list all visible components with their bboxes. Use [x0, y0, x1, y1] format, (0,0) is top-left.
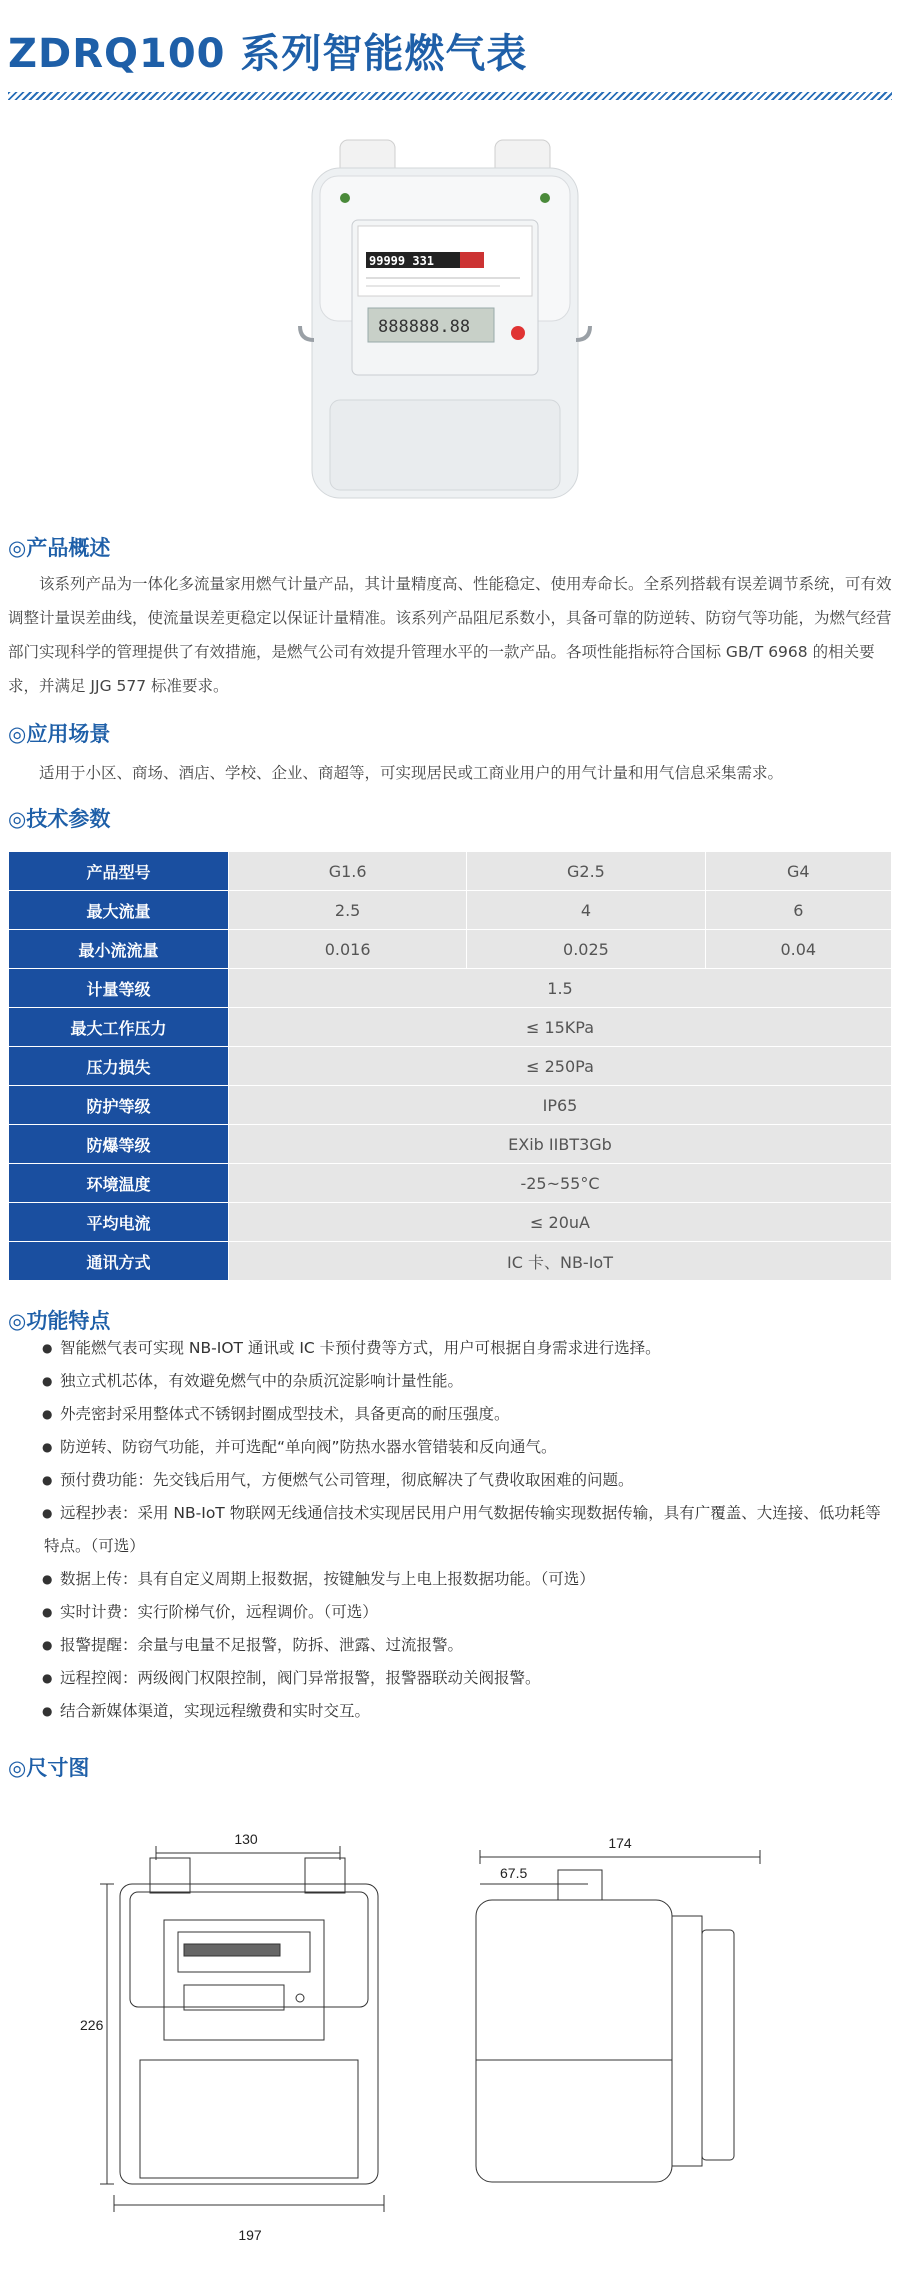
spec-value: 6 — [705, 891, 891, 930]
dim-bottom-width: 197 — [238, 2227, 262, 2243]
spec-value: G2.5 — [467, 852, 705, 891]
meter-lcd: 888888.88 — [378, 317, 471, 337]
title-divider — [8, 92, 892, 100]
spec-value: 0.025 — [467, 930, 705, 969]
feature-item — [8, 1596, 892, 1629]
overview-text: 该系列产品为一体化多流量家用燃气计量产品，其计量精度高、性能稳定、使用寿命长。全系列搭载有误差调节系统，可有效调整计量误差曲线，使流量误差更稳定以保证计量精准。该系列产品阻尼系数小，具备可靠的防逆转、防窃气等功能，为燃气经营部门实现科学的管理提供了有效措施，是燃气公司有效提升管理水平的一款产品。各项性能指标符合国标 GB/T 6968 的相关要求，并满足 JJG 577 标准要求。 — [8, 575, 892, 695]
gas-meter-image — [290, 140, 600, 505]
feature-text: 预付费功能：先交钱后用气，方便燃气公司管理，彻底解决了气费收取困难的问题。 — [60, 1471, 634, 1489]
feature-text: 结合新媒体渠道，实现远程缴费和实时交互。 — [60, 1702, 371, 1720]
spec-label: 最大流量 — [9, 891, 229, 930]
spec-value: G4 — [705, 852, 891, 891]
dim-side-width: 174 — [608, 1835, 632, 1851]
feature-text: 数据上传：具有自定义周期上报数据，按键触发与上电上报数据功能。（可选） — [60, 1570, 595, 1588]
feature-list — [8, 1332, 892, 1728]
spec-value: 0.016 — [229, 930, 467, 969]
spec-row — [9, 1164, 892, 1203]
dim-top-width: 130 — [234, 1831, 258, 1847]
dim-side-offset: 67.5 — [500, 1865, 528, 1881]
feature-text: 外壳密封采用整体式不锈钢封圈成型技术，具备更高的耐压强度。 — [60, 1405, 510, 1423]
feature-text: 远程控阀：两级阀门权限控制，阀门异常报警，报警器联动关阀报警。 — [60, 1669, 541, 1687]
feature-text: 智能燃气表可实现 NB-IOT 通讯或 IC 卡预付费等方式，用户可根据自身需求进行选择。 — [60, 1339, 661, 1357]
feature-item — [8, 1398, 892, 1431]
feature-item — [8, 1629, 892, 1662]
feature-item — [8, 1563, 892, 1596]
spec-value: 1.5 — [229, 969, 892, 1008]
feature-item — [8, 1332, 892, 1365]
spec-table — [8, 851, 892, 1281]
spec-label: 平均电流 — [9, 1203, 229, 1242]
spec-label: 最小流流量 — [9, 930, 229, 969]
spec-row — [9, 1086, 892, 1125]
spec-row — [9, 1047, 892, 1086]
spec-row — [9, 1125, 892, 1164]
spec-label: 防爆等级 — [9, 1125, 229, 1164]
spec-row — [9, 1242, 892, 1281]
spec-value: ≤ 20uA — [229, 1203, 892, 1242]
features-heading: ◎功能特点 — [8, 1309, 111, 1333]
feature-text: 报警提醒：余量与电量不足报警，防拆、泄露、过流报警。 — [60, 1636, 464, 1654]
feature-item — [8, 1497, 892, 1563]
spec-label: 计量等级 — [9, 969, 229, 1008]
feature-item — [8, 1431, 892, 1464]
feature-item — [8, 1365, 892, 1398]
spec-label: 压力损失 — [9, 1047, 229, 1086]
spec-value: IC 卡、NB-IoT — [229, 1242, 892, 1281]
feature-item — [8, 1695, 892, 1728]
specs-heading: ◎技术参数 — [8, 807, 111, 831]
feature-text: 独立式机芯体，有效避免燃气中的杂质沉淀影响计量性能。 — [60, 1372, 464, 1390]
spec-label: 通讯方式 — [9, 1242, 229, 1281]
dimension-drawing — [80, 1820, 880, 2260]
spec-value: -25~55°C — [229, 1164, 892, 1203]
spec-value: 2.5 — [229, 891, 467, 930]
spec-value: ≤ 15KPa — [229, 1008, 892, 1047]
dim-height: 226 — [80, 2017, 104, 2033]
feature-item — [8, 1464, 892, 1497]
feature-text: 远程抄表：采用 NB-IoT 物联网无线通信技术实现居民用户用气数据传输实现数据传输，具有广覆盖、大连接、低功耗等特点。（可选） — [44, 1504, 881, 1555]
overview-heading: ◎产品概述 — [8, 536, 111, 560]
spec-row — [9, 969, 892, 1008]
spec-value: 4 — [467, 891, 705, 930]
spec-row — [9, 852, 892, 891]
spec-value: 0.04 — [705, 930, 891, 969]
feature-item — [8, 1662, 892, 1695]
spec-value: ≤ 250Pa — [229, 1047, 892, 1086]
spec-label: 环境温度 — [9, 1164, 229, 1203]
spec-label: 最大工作压力 — [9, 1008, 229, 1047]
application-text: 适用于小区、商场、酒店、学校、企业、商超等，可实现居民或工商业用户的用气计量和用气信息采集需求。 — [39, 764, 784, 782]
spec-row — [9, 930, 892, 969]
page-title: ZDRQ100 系列智能燃气表 — [8, 31, 528, 77]
spec-row — [9, 1008, 892, 1047]
application-heading: ◎应用场景 — [8, 722, 111, 746]
dimensions-heading: ◎尺寸图 — [8, 1756, 90, 1780]
feature-text: 实时计费：实行阶梯气价，远程调价。（可选） — [60, 1603, 378, 1621]
spec-label: 产品型号 — [9, 852, 229, 891]
spec-row — [9, 891, 892, 930]
spec-value: IP65 — [229, 1086, 892, 1125]
spec-value: G1.6 — [229, 852, 467, 891]
spec-row — [9, 1203, 892, 1242]
feature-text: 防逆转、防窃气功能，并可选配“单向阀”防热水器水管错装和反向通气。 — [60, 1438, 557, 1456]
meter-counter: 99999 331 — [369, 254, 435, 268]
spec-value: EXib IIBT3Gb — [229, 1125, 892, 1164]
spec-label: 防护等级 — [9, 1086, 229, 1125]
